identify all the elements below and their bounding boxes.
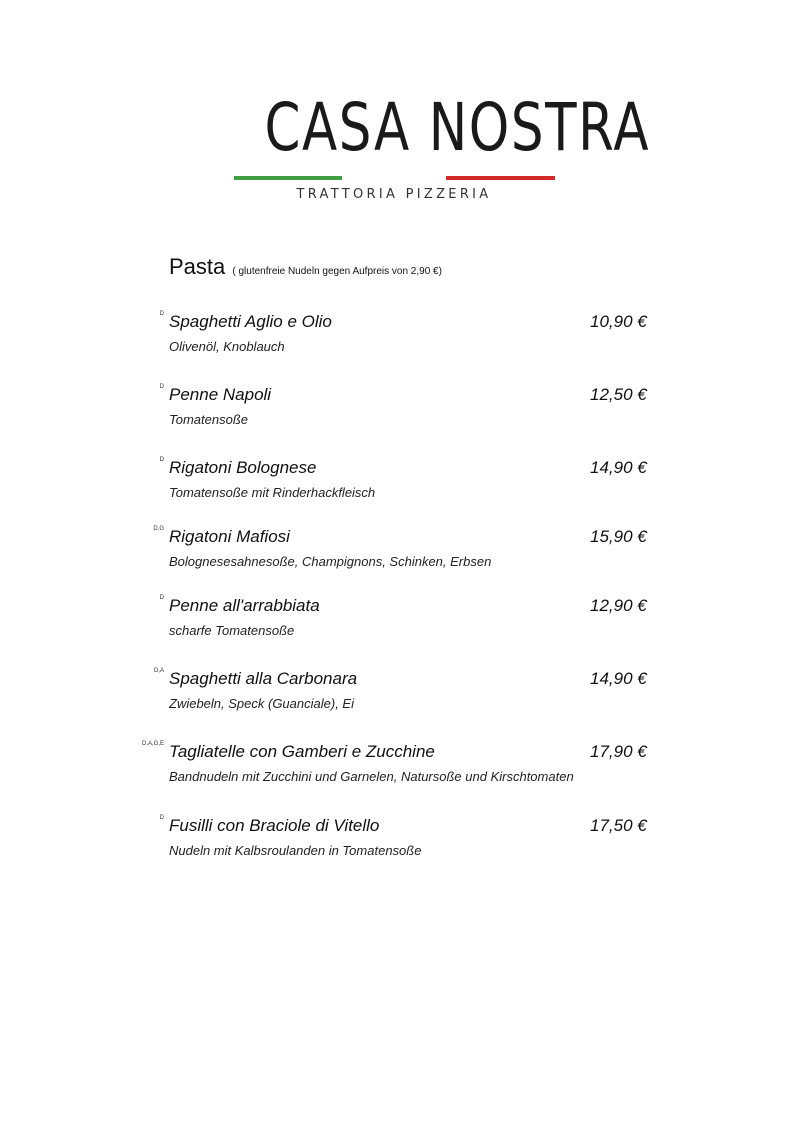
item-price: 15,90 € xyxy=(590,527,647,546)
item-name: Spaghetti alla Carbonara xyxy=(169,669,358,688)
item-name: Penne Napoli xyxy=(169,385,272,404)
menu-item xyxy=(130,741,660,791)
item-name: Fusilli con Braciole di Vitello xyxy=(169,816,380,835)
section-heading xyxy=(169,254,442,280)
item-name: Spaghetti Aglio e Olio xyxy=(169,312,332,331)
menu-item xyxy=(130,815,660,865)
item-description: Zwiebeln, Speck (Guanciale), Ei xyxy=(169,696,354,711)
item-name: Rigatoni Bolognese xyxy=(169,458,317,477)
allergen-code: D xyxy=(159,595,164,601)
allergen-code: D xyxy=(159,457,164,463)
allergen-code: D,A xyxy=(153,668,164,674)
logo-green-stripe xyxy=(234,176,342,180)
menu-item xyxy=(130,311,660,361)
item-description: Bandnudeln mit Zucchini und Garnelen, Natursoße und Kirschtomaten xyxy=(169,769,574,784)
item-description: Tomatensoße mit Rinderhackfleisch xyxy=(169,485,376,500)
item-description: Nudeln mit Kalbsroulanden in Tomatensoße xyxy=(169,843,422,858)
item-price: 10,90 € xyxy=(590,312,647,331)
item-description: Tomatensoße xyxy=(169,412,249,427)
item-price: 17,90 € xyxy=(590,742,647,761)
item-description: Olivenöl, Knoblauch xyxy=(169,339,285,354)
item-price: 12,50 € xyxy=(590,385,647,404)
section-note: ( glutenfreie Nudeln gegen Aufpreis von 2,90 €) xyxy=(232,266,442,277)
menu-item xyxy=(130,595,660,645)
item-price: 14,90 € xyxy=(590,669,647,688)
allergen-code: D,G xyxy=(153,526,164,532)
menu-item xyxy=(130,457,660,507)
menu-item xyxy=(130,668,660,718)
item-name: Tagliatelle con Gamberi e Zucchine xyxy=(169,742,435,761)
allergen-code: D xyxy=(159,311,164,317)
item-price: 14,90 € xyxy=(590,458,647,477)
section-title: Pasta xyxy=(169,254,226,279)
menu-item xyxy=(130,384,660,434)
allergen-code: D xyxy=(159,384,164,390)
logo-subtitle: TRATTORIA PIZZERIA xyxy=(296,187,492,202)
item-name: Rigatoni Mafiosi xyxy=(169,527,290,546)
restaurant-logo xyxy=(228,89,651,210)
item-name: Penne all'arrabbiata xyxy=(169,596,320,615)
item-price: 17,50 € xyxy=(590,816,647,835)
item-description: scharfe Tomatensoße xyxy=(169,623,295,638)
item-description: Bolognesesahnesoße, Champignons, Schinken, Erbsen xyxy=(169,554,492,569)
item-price: 12,90 € xyxy=(590,596,647,615)
logo-name: CASA NOSTRA xyxy=(264,89,651,166)
allergen-code: D,A,G,E xyxy=(141,741,164,747)
logo-red-stripe xyxy=(446,176,555,180)
allergen-code: D xyxy=(159,815,164,821)
menu-item xyxy=(130,526,660,576)
